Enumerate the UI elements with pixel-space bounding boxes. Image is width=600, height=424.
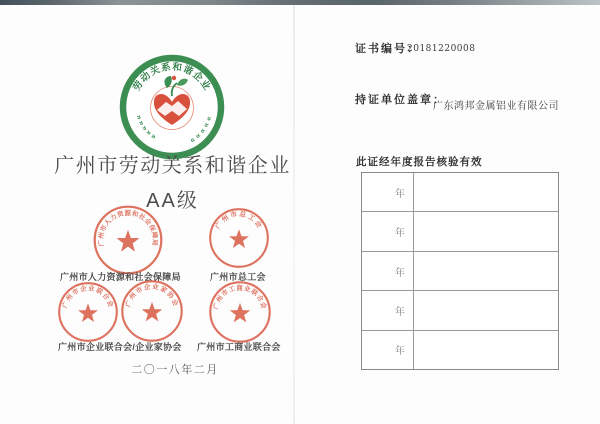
table-row	[362, 212, 558, 251]
verification-blank-cell	[414, 212, 558, 250]
emblem-wreath-right: »»»»»	[186, 115, 215, 147]
seal-label-industry-commerce: 广州市工商业联合会	[197, 342, 281, 352]
emblem-wreath-left: »»»»»	[134, 113, 160, 143]
table-row	[362, 252, 558, 291]
seal-star-icon	[78, 303, 98, 322]
verification-blank-cell	[414, 173, 558, 211]
annual-verification-table	[361, 172, 559, 370]
cert-number-label: 证书编号：	[355, 43, 420, 55]
seal-label-hr-bureau: 广州市人力资源和社会保障局	[60, 272, 181, 282]
certificate-grade: AA级	[146, 190, 199, 212]
seal-arc-text: 广州市企业家协会	[124, 283, 180, 309]
seal-label-trade-unions: 广州市总工会	[210, 272, 266, 282]
certificate-title: 广州市劳动关系和谐企业	[54, 155, 291, 177]
table-row	[362, 331, 558, 369]
annual-verification-title: 此证经年度报告核验有效	[356, 156, 483, 168]
seal-arc-text: 广州市人力资源和社会保障局	[97, 210, 159, 247]
verification-blank-cell	[414, 291, 558, 329]
seal-label-enterprise-federation: 广州市企业联合会/企业家协会	[58, 342, 182, 352]
seal-enterprise-federation	[56, 280, 120, 344]
seal-entrepreneurs-association	[119, 278, 185, 344]
year-cell: 年	[362, 331, 414, 369]
harmonious-enterprise-emblem-icon	[117, 52, 227, 162]
scanner-edge-strip	[0, 0, 600, 5]
holder-company-name: 广东鸿邦金属铝业有限公司	[433, 101, 559, 112]
seal-arc-text: 广州市企业联合会	[61, 285, 115, 310]
seal-arc-text: 广州市工商业联合会	[212, 284, 268, 311]
certificate-date: 二〇一八年二月	[131, 364, 219, 376]
year-cell: 年	[362, 212, 414, 250]
seal-star-icon	[229, 229, 249, 248]
emblem-arc-text: 劳动关系和谐企业	[131, 61, 213, 93]
table-row	[362, 173, 558, 212]
holder-stamp-label: 持证单位盖章：	[355, 94, 446, 106]
seal-star-icon	[230, 303, 250, 322]
seal-star-icon	[117, 230, 140, 252]
seal-arc-text: 广州市总工会	[214, 211, 264, 231]
svg-text:广州市总工会	[213, 209, 265, 230]
year-cell: 年	[362, 291, 414, 329]
table-row	[362, 291, 558, 330]
seal-trade-unions	[207, 206, 271, 270]
year-cell: 年	[362, 173, 414, 211]
seal-star-icon	[142, 302, 162, 321]
seal-hr-social-security-bureau	[91, 203, 165, 277]
seal-industry-commerce-federation	[207, 279, 273, 345]
year-cell: 年	[362, 252, 414, 290]
cert-number-value: 20181220008	[407, 44, 476, 54]
verification-blank-cell	[414, 331, 558, 369]
emblem-flower-dot	[172, 76, 176, 80]
verification-blank-cell	[414, 252, 558, 290]
